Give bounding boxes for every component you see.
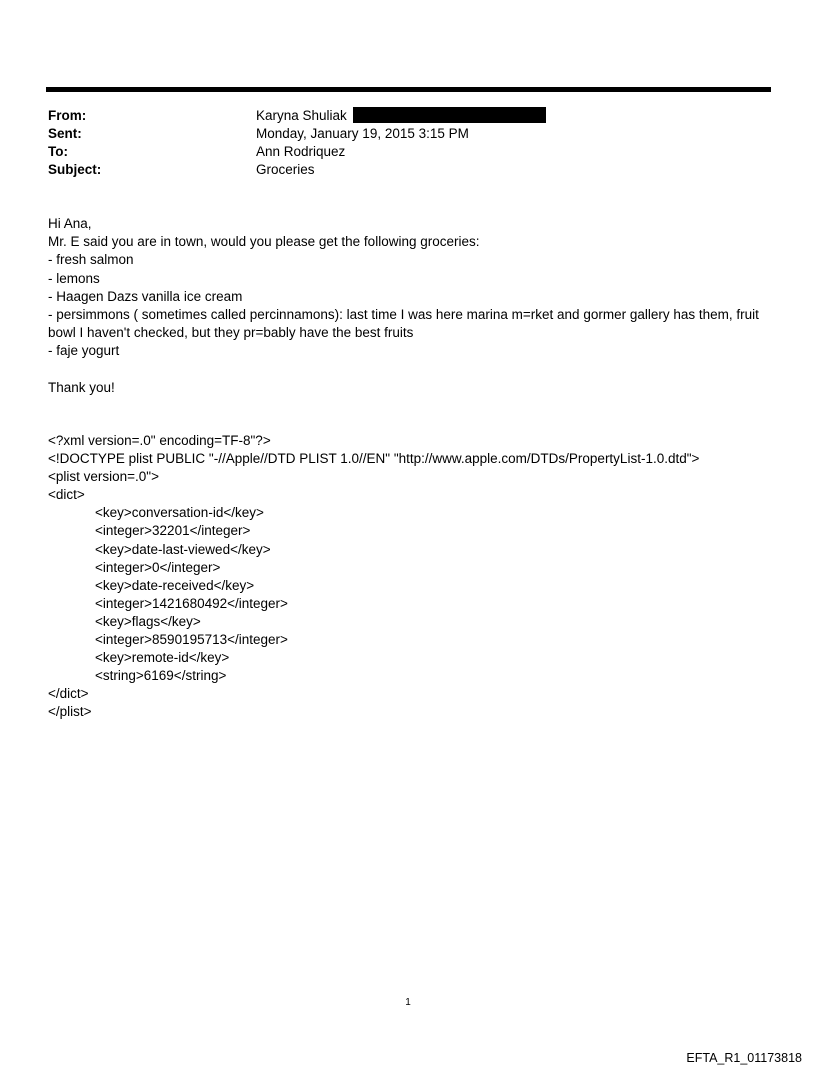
redaction-box	[353, 107, 546, 123]
sent-value: Monday, January 19, 2015 3:15 PM	[256, 126, 469, 141]
xml-dict-line: <key>date-last-viewed</key>	[95, 541, 271, 557]
plist-metadata	[48, 432, 778, 722]
from-label: From:	[48, 108, 87, 123]
xml-dict-line: <integer>32201</integer>	[95, 523, 251, 539]
email-header	[48, 107, 748, 179]
xml-line: </dict>	[48, 686, 89, 702]
list-item: - faje yogurt	[48, 343, 120, 359]
list-item: - fresh salmon	[48, 252, 134, 268]
xml-dict-line: <key>date-received</key>	[95, 577, 255, 593]
xml-dict-line: <integer>1421680492</integer>	[95, 595, 288, 611]
xml-dict-line: <integer>8590195713</integer>	[95, 632, 288, 648]
xml-line: </plist>	[48, 704, 92, 720]
subject-row	[48, 161, 748, 179]
xml-line: <dict>	[48, 487, 85, 503]
xml-line: <?xml version=.0" encoding=TF-8"?>	[48, 433, 271, 448]
xml-dict-line: <string>6169</string>	[95, 668, 227, 684]
to-label: To:	[48, 144, 68, 159]
xml-dict-line: <key>flags</key>	[95, 613, 201, 629]
xml-dict-line: <key>remote-id</key>	[95, 650, 230, 666]
top-divider	[46, 87, 771, 92]
subject-label: Subject:	[48, 162, 102, 177]
from-row	[48, 107, 748, 125]
xml-line: <plist version=.0">	[48, 469, 159, 485]
email-body	[48, 215, 773, 397]
to-value: Ann Rodriquez	[256, 144, 346, 159]
xml-dict-line: <integer>0</integer>	[95, 559, 221, 575]
list-item: - persimmons ( sometimes called percinnamons): last time I was here marina m=rket and gormer gallery has them, fruit bowl I haven't checked, but they pr=bably have the best fruits	[48, 307, 759, 341]
closing-text: Thank you!	[48, 379, 115, 395]
page-number: 1	[405, 997, 411, 1008]
from-value: Karyna Shuliak	[256, 108, 347, 123]
document-id: EFTA_R1_01173818	[686, 1051, 802, 1065]
xml-dict-line: <key>conversation-id</key>	[95, 505, 264, 521]
xml-line: <!DOCTYPE plist PUBLIC "-//Apple//DTD PLIST 1.0//EN" "http://www.apple.com/DTDs/PropertyList-1.0.dtd">	[48, 451, 700, 467]
list-item: - Haagen Dazs vanilla ice cream	[48, 288, 243, 304]
to-row	[48, 143, 748, 161]
sent-row	[48, 125, 748, 143]
greeting: Hi Ana,	[48, 216, 92, 231]
list-item: - lemons	[48, 270, 100, 286]
sent-label: Sent:	[48, 126, 82, 141]
subject-value: Groceries	[256, 162, 315, 177]
intro-text: Mr. E said you are in town, would you please get the following groceries:	[48, 234, 480, 250]
